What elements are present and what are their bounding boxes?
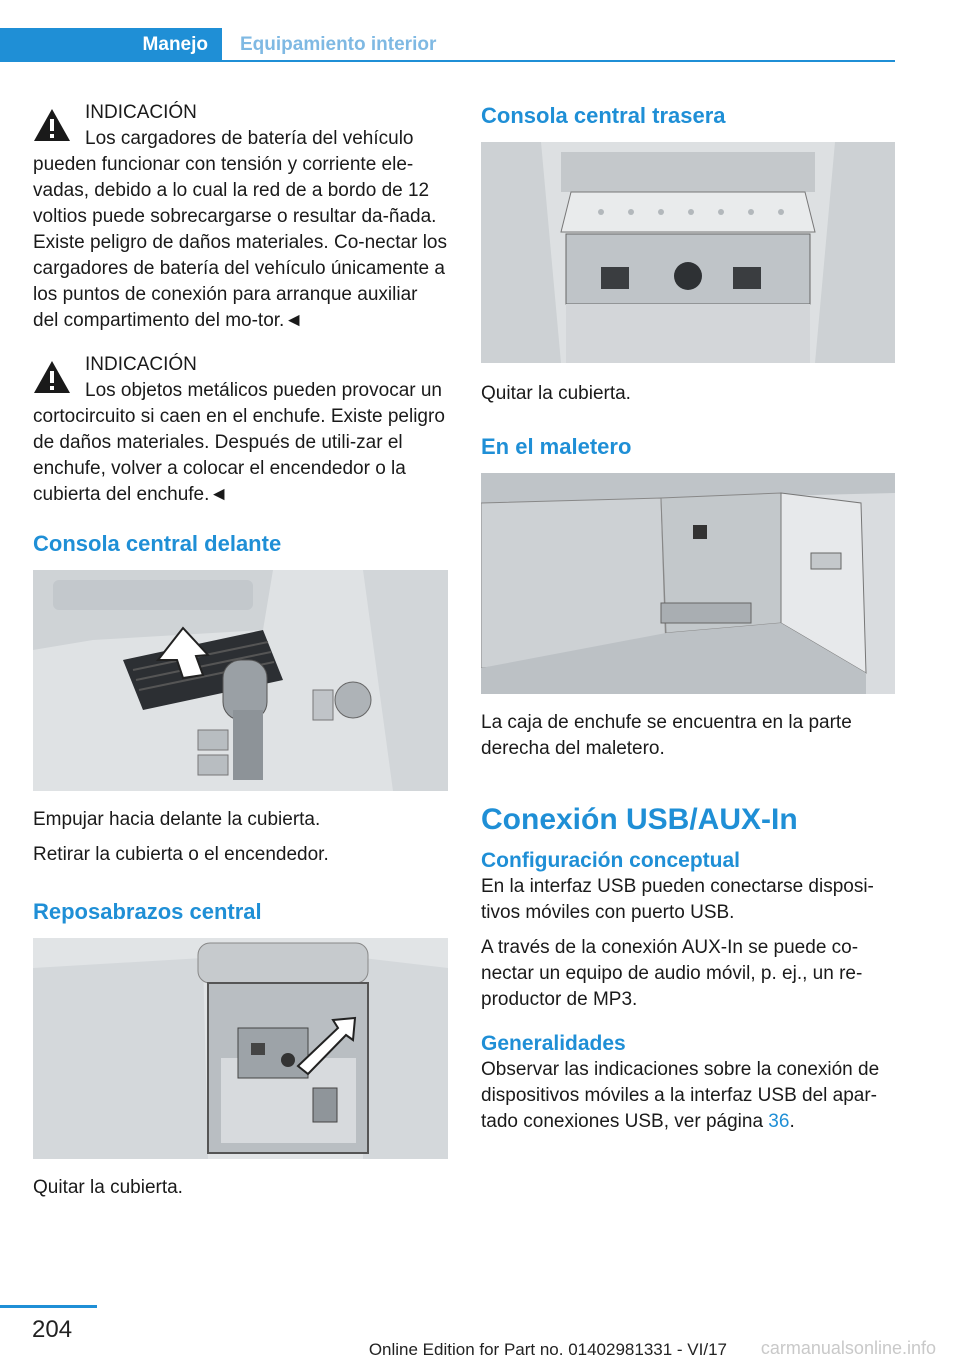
image-front-console	[33, 570, 448, 791]
notice-title: INDICACIÓN	[85, 102, 197, 123]
caption-front-1: Empujar hacia delante la cubierta.	[33, 809, 321, 830]
caption-front-2: Retirar la cubierta o el encendedor.	[33, 844, 329, 865]
notice-battery-chargers	[33, 100, 448, 334]
paragraph-usb-interface: En la interfaz USB pueden conectarse disposi‐tivos móviles con puerto USB.	[481, 876, 874, 923]
notice-text: Los cargadores de batería del vehículo pueden funcionar con tensión y corriente ele‐vadas, debido a lo cual la red de a bordo de 12 voltios puede sobrecargarse o resultar da‐ñada. Existe peligro de daños materiales. Co‐nectar los cargadores de batería del vehículo únicamente a los puntos de conexión para arranque auxiliar del compartimento del mo‐tor.◄	[33, 128, 447, 331]
warning-triangle-icon	[33, 360, 71, 394]
footer-rule	[0, 1305, 97, 1308]
heading-conexion-usb-aux-in: Conexión USB/AUX-In	[481, 803, 798, 836]
heading-consola-central-delante: Consola central delante	[33, 531, 282, 556]
notice-metal-objects	[33, 352, 448, 508]
tab-equipamiento-interior[interactable]: Equipamiento interior	[240, 33, 437, 55]
paragraph-aux-in: A través de la conexión AUX-In se puede co‐nectar un equipo de audio móvil, p. ej., un re‐productor de MP3.	[481, 937, 863, 1010]
page-link-36[interactable]: 36	[768, 1111, 790, 1132]
edition-text: Online Edition for Part no. 01402981331 - VI/17	[368, 1340, 727, 1359]
header-rule	[0, 60, 895, 62]
caption-rear-console: Quitar la cubierta.	[481, 383, 631, 404]
heading-en-el-maletero: En el maletero	[481, 434, 632, 459]
subheading-generalidades: Generalidades	[481, 1032, 626, 1055]
heading-reposabrazos-central: Reposabrazos central	[33, 899, 262, 924]
notice-title: INDICACIÓN	[85, 354, 197, 375]
image-armrest	[33, 938, 448, 1159]
heading-consola-central-trasera: Consola central trasera	[481, 103, 726, 128]
page-number: 204	[32, 1316, 73, 1343]
watermark: carmanualsonline.info	[760, 1338, 936, 1358]
image-rear-console	[481, 142, 895, 363]
image-trunk	[481, 473, 895, 694]
paragraph-generalidades: Observar las indicaciones sobre la conexión de dispositivos móviles a la interfaz USB del apar‐tado conexiones USB, ver página 36.	[481, 1059, 880, 1132]
warning-triangle-icon	[33, 108, 71, 142]
notice-text: Los objetos metálicos pueden provocar un cortocircuito si caen en el enchufe. Existe peligro de daños materiales. Después de utili‐zar el enchufe, volver a colocar el encendedor o la cubierta del enchufe.◄	[33, 380, 445, 505]
tab-manejo[interactable]: Manejo	[0, 28, 222, 61]
caption-trunk: La caja de enchufe se encuentra en la parte derecha del maletero.	[481, 712, 852, 759]
subheading-configuracion-conceptual: Configuración conceptual	[481, 849, 741, 872]
right-column	[481, 100, 895, 1144]
caption-armrest: Quitar la cubierta.	[33, 1177, 183, 1198]
left-column	[33, 100, 448, 1210]
